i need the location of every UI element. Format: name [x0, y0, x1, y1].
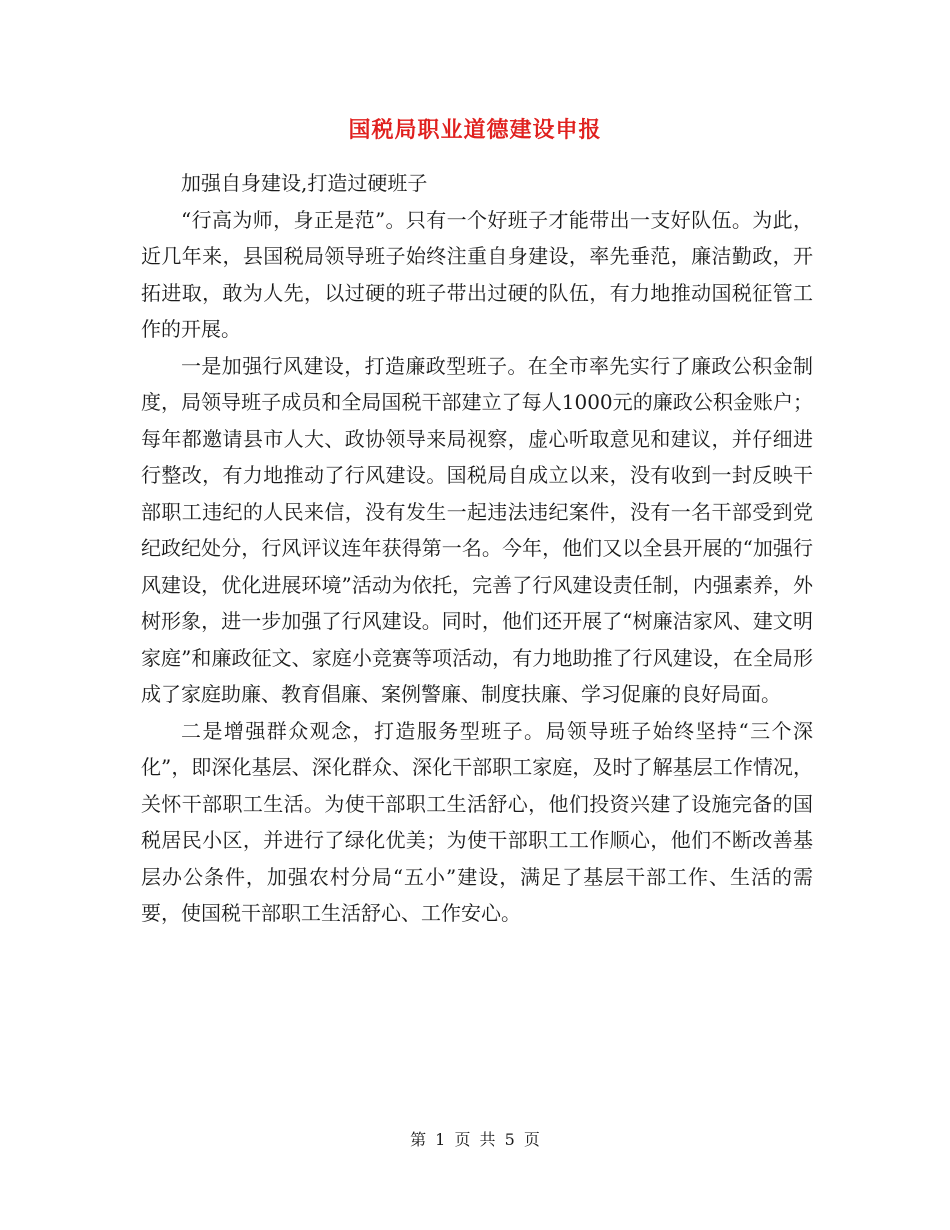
- paragraph-heading: 加强自身建设,打造过硬班子: [181, 171, 428, 195]
- document-title: 国税局职业道德建设申报: [348, 117, 602, 143]
- page-number-footer: 第 1 页 共 5 页: [410, 1130, 540, 1149]
- paragraph-intro: “行高为师，身正是范”。只有一个好班子才能带出一支好队伍。为此，近几年来，县国税局领导班子始终注重自身建设，率先垂范，廉洁勤政，开拓进取，敢为人先，以过硬的班子带出过硬的队伍，有力地推动国税征管工作的开展。: [141, 207, 813, 341]
- paragraph-point-one: 一是加强行风建设，打造廉政型班子。在全市率先实行了廉政公积金制度，局领导班子成员和全局国税干部建立了每人1000元的廉政公积金账户；每年都邀请县市人大、政协领导来局视察，虚心听取意见和建议，并仔细进行整改，有力地推动了行风建设。国税局自成立以来，没有收到一封反映干部职工违纪的人民来信，没有发生一起违法违纪案件，没有一名干部受到党纪政纪处分，行风评议连年获得第一名。今年，他们又以全县开展的“加强行风建设，优化进展环境”活动为依托，完善了行风建设责任制，内强素养，外树形象，进一步加强了行风建设。同时，他们还开展了“树廉洁家风、建文明家庭”和廉政征文、家庭小竞赛等项活动，有力地助推了行风建设，在全局形成了家庭助廉、教育倡廉、案例警廉、制度扶廉、学习促廉的良好局面。: [141, 353, 813, 706]
- paragraph-point-two: 二是增强群众观念，打造服务型班子。局领导班子始终坚持“三个深化”，即深化基层、深化群众、深化干部职工家庭，及时了解基层工作情况，关怀干部职工生活。为使干部职工生活舒心，他们投资兴建了设施完备的国税居民小区，并进行了绿化优美；为使干部职工工作顺心，他们不断改善基层办公条件，加强农村分局“五小”建设，满足了基层干部工作、生活的需要，使国税干部职工生活舒心、工作安心。: [141, 718, 813, 925]
- document-body: [141, 165, 813, 932]
